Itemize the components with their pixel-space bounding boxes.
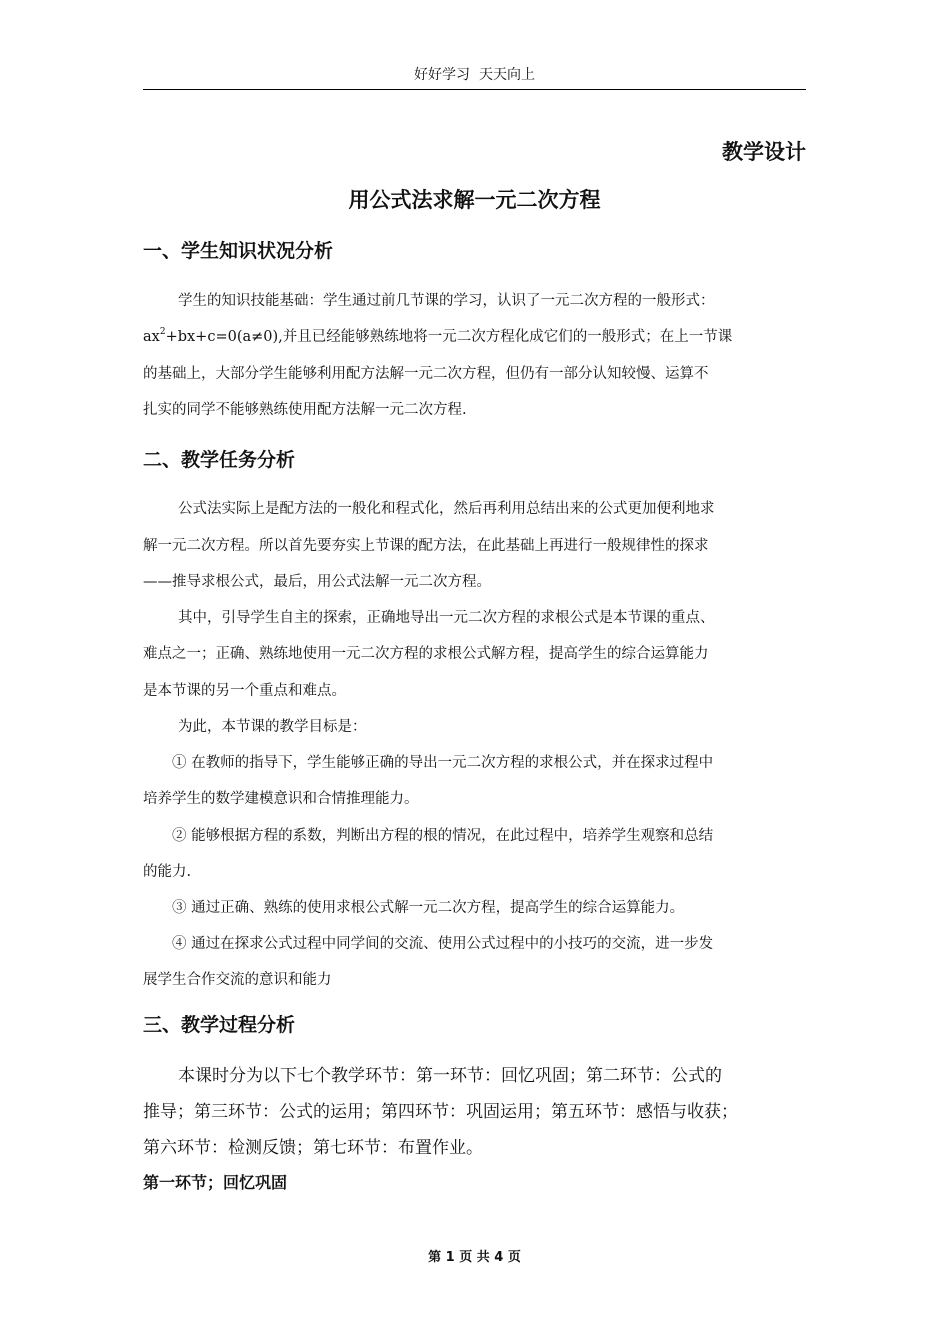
goal-item-4: ④ 通过在探求公式过程中同学间的交流、使用公式过程中的小技巧的交流，进一步发 xyxy=(172,936,714,952)
paragraph-line: 解一元二次方程。所以首先要夯实上节课的配方法，在此基础上再进行一般规律性的探求 xyxy=(143,538,709,554)
paragraph-line: 是本节课的另一个重点和难点。 xyxy=(143,683,346,699)
paragraph-line: 扎实的同学不能够熟练使用配方法解一元二次方程. xyxy=(143,402,467,418)
paragraph-line: 为此，本节课的教学目标是： xyxy=(178,719,367,735)
goal-item-1: ① 在教师的指导下，学生能够正确的导出一元二次方程的求根公式，并在探求过程中 xyxy=(172,755,714,771)
paragraph-line: 其中，引导学生自主的探索，正确地导出一元二次方程的求根公式是本节课的重点、 xyxy=(178,610,715,626)
paragraph-line: 学生的知识技能基础：学生通过前几节课的学习，认识了一元二次方程的一般形式： xyxy=(178,293,715,309)
paragraph-line: 推导；第三环节：公式的运用；第四环节：巩固运用；第五环节：感悟与收获； xyxy=(143,1102,738,1122)
subsection-heading: 第一环节；回忆巩固 xyxy=(143,1173,288,1192)
paragraph-line: 公式法实际上是配方法的一般化和程式化，然后再利用总结出来的公式更加便利地求 xyxy=(178,501,715,517)
section-heading-1: 一、学生知识状况分析 xyxy=(143,240,334,262)
paragraph-line: 的基础上，大部分学生能够利用配方法解一元二次方程，但仍有一部分认知较慢、运算不 xyxy=(143,366,709,382)
paragraph-line: 本课时分为以下七个教学环节：第一环节：回忆巩固；第二环节：公式的 xyxy=(178,1066,722,1086)
goal-item-3: ③ 通过正确、熟练的使用求根公式解一元二次方程，提高学生的综合运算能力。 xyxy=(172,900,685,916)
section-heading-3: 三、教学过程分析 xyxy=(143,1014,296,1036)
paragraph-line: 第六环节：检测反馈；第七环节：布置作业。 xyxy=(143,1138,483,1158)
paragraph-line: 难点之一；正确、熟练地使用一元二次方程的求根公式解方程，提高学生的综合运算能力 xyxy=(143,646,709,662)
formula-continuation: +bx+c=0(a≠0),并且已经能够熟练地将一元二次方程化成它们的一般形式；在上一节课 xyxy=(165,329,733,345)
header-divider xyxy=(143,89,806,90)
paragraph-line-formula xyxy=(143,326,732,348)
paragraph-line: ——推导求根公式，最后，用公式法解一元二次方程。 xyxy=(143,574,491,590)
paragraph-line: 展学生合作交流的意识和能力 xyxy=(143,972,332,988)
paragraph-line: 的能力. xyxy=(143,864,192,880)
document-label: 教学设计 xyxy=(722,140,806,164)
formula-text: ax xyxy=(143,329,160,345)
formula-exponent: 2 xyxy=(159,327,166,338)
paragraph-line: 培养学生的数学建模意识和合情推理能力。 xyxy=(143,791,419,807)
page-footer: 第 1 页 共 4 页 xyxy=(428,1250,521,1265)
page-header: 好好学习 天天向上 xyxy=(414,67,535,83)
goal-item-2: ② 能够根据方程的系数，判断出方程的根的情况，在此过程中，培养学生观察和总结 xyxy=(172,828,714,844)
page-title: 用公式法求解一元二次方程 xyxy=(348,188,601,212)
section-heading-2: 二、教学任务分析 xyxy=(143,449,296,471)
